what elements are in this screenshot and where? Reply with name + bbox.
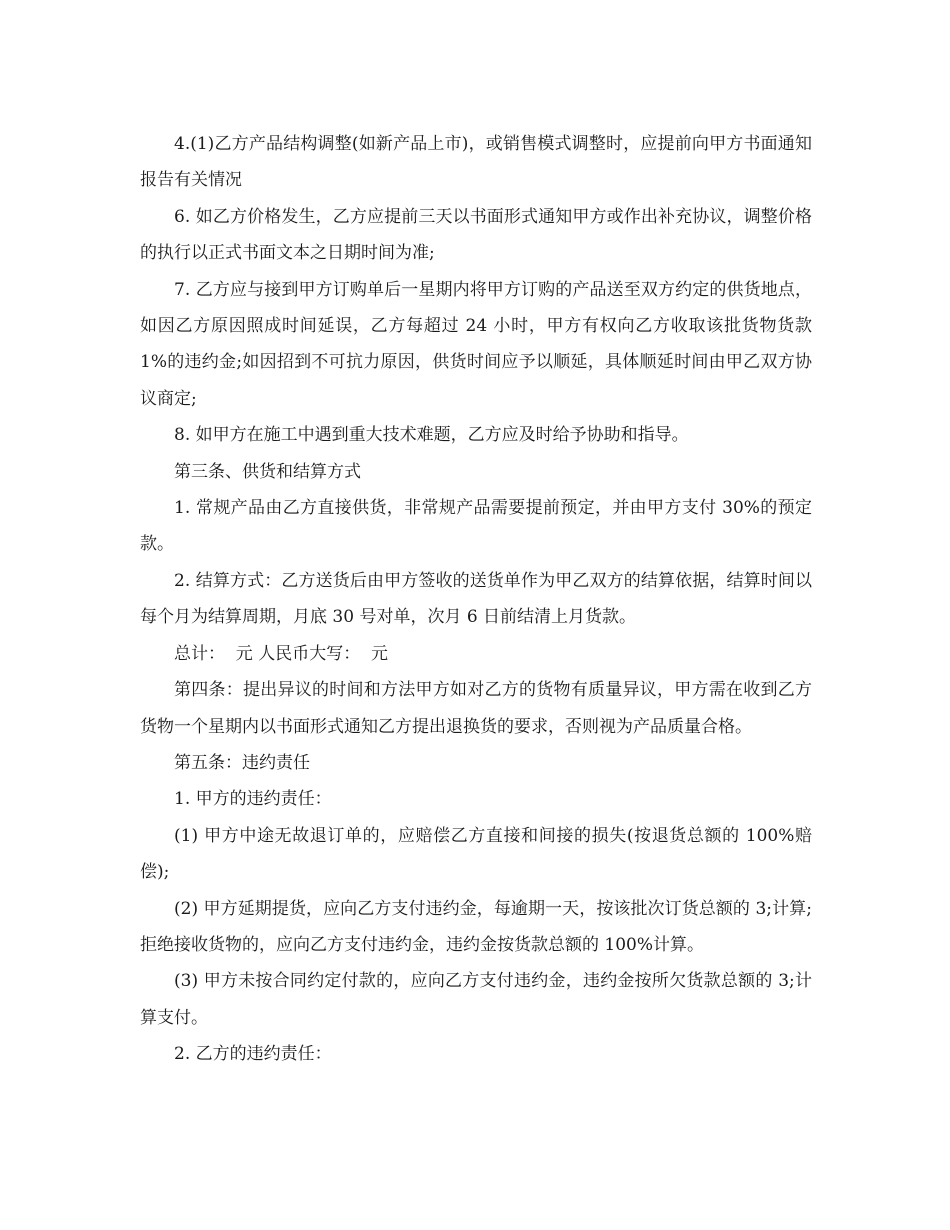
clause-8-technical-support: 8. 如甲方在施工中遇到重大技术难题，乙方应及时给予协助和指导。 bbox=[174, 425, 689, 446]
clause-7-delivery: 7. 乙方应与接到甲方订购单后一星期内将甲方订购的产品送至双方约定的供货地点，如因乙方原因照成时间延误，乙方每超过 24 小时，甲方有权向乙方收取该批货物货款 1%的违约金;如因招到不可抗力原因，供货时间应予以顺延，具体顺延时间由甲乙双方协议商定; bbox=[140, 279, 818, 409]
party-a-liability-item-3: (3) 甲方未按合同约定付款的，应向乙方支付违约金，违约金按所欠货款总额的 3;计算支付。 bbox=[140, 971, 812, 1028]
document-page bbox=[140, 126, 818, 1073]
article-3-item-2: 2. 结算方式：乙方送货后由甲方签收的送货单作为甲乙双方的结算依据，结算时间以每个月为结算周期，月底 30 号对单，次月 6 日前结清上月货款。 bbox=[140, 570, 812, 628]
total-line: 总计： 元 人民币大写： 元 bbox=[174, 643, 389, 664]
party-a-liability-item-1: (1) 甲方中途无故退订单的，应赔偿乙方直接和间接的损失(按退货总额的 100%赔偿); bbox=[140, 825, 812, 883]
party-a-liability-heading: 1. 甲方的违约责任： bbox=[174, 789, 332, 810]
party-b-liability-heading: 2. 乙方的违约责任： bbox=[174, 1044, 332, 1065]
clause-6-price-change: 6. 如乙方价格发生，乙方应提前三天以书面形式通知甲方或作出补充协议，调整价格的执行以正式书面文本之日期时间为准; bbox=[140, 206, 812, 264]
article-5-heading: 第五条：违约责任 bbox=[174, 752, 310, 773]
party-a-liability-item-2: (2) 甲方延期提货，应向乙方支付违约金，每逾期一天，按该批次订货总额的 3;计算;拒绝接收货物的，应向乙方支付违约金，违约金按货款总额的 100%计算。 bbox=[140, 898, 812, 955]
article-3-item-1: 1. 常规产品由乙方直接供货，非常规产品需要提前预定，并由甲方支付 30%的预定款。 bbox=[140, 498, 812, 555]
article-3-heading: 第三条、供货和结算方式 bbox=[174, 461, 361, 482]
clause-4-product-adjustment: 4.(1)乙方产品结构调整(如新产品上市)，或销售模式调整时，应提前向甲方书面通知报告有关情况 bbox=[140, 134, 812, 191]
article-4-objection: 第四条：提出异议的时间和方法甲方如对乙方的货物有质量异议，甲方需在收到乙方货物一个星期内以书面形式通知乙方提出退换货的要求，否则视为产品质量合格。 bbox=[140, 680, 812, 737]
